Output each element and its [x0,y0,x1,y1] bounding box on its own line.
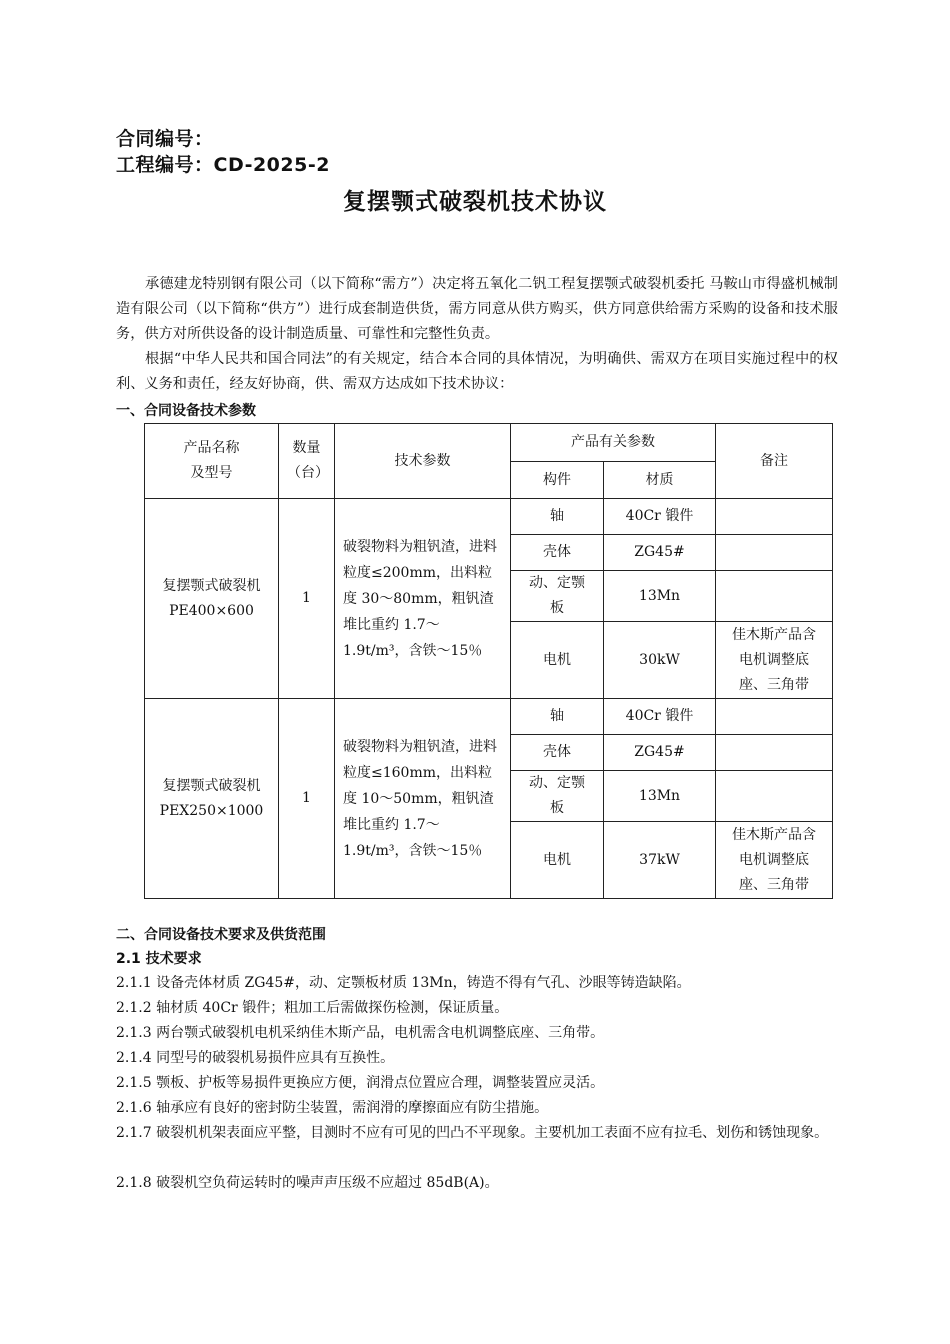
section-1-heading: 一、合同设备技术参数 [116,403,256,419]
product-name-cell: 复摆颚式破裂机 PEX250×1000 [145,699,279,899]
remark-cell [716,535,833,571]
quantity-cell: 1 [279,499,335,699]
tech-param-cell: 破裂物料为粗钒渣，进料粒度≤200mm，出料粒度 30～80mm，粗钒渣堆比重约 1.7～1.9t/m³，含铁～15％ [335,499,511,699]
component-cell: 壳体 [511,535,604,571]
component-cell: 轴 [511,699,604,735]
header-tech-params: 技术参数 [335,424,511,499]
table-row [145,499,833,535]
header-component: 构件 [511,462,604,499]
requirement-item: 2.1.7 破裂机机架表面应平整，目测时不应有可见的凹凸不平现象。主要机加工表面不应有拉毛、划伤和锈蚀现象。 [116,1125,829,1141]
header-related-params: 产品有关参数 [511,424,716,462]
requirement-item: 2.1.3 两台颚式破裂机电机采纳佳木斯产品，电机需含电机调整底座、三角带。 [116,1025,605,1041]
material-cell: ZG45# [604,735,716,771]
remark-cell [716,735,833,771]
header-product: 产品名称 及型号 [145,424,279,499]
header-material: 材质 [604,462,716,499]
material-cell: 40Cr 锻件 [604,499,716,535]
material-cell: ZG45# [604,535,716,571]
remark-cell [716,699,833,735]
material-cell: 37kW [604,822,716,899]
requirement-item: 2.1.5 颚板、护板等易损件更换应方便，润滑点位置应合理，调整装置应灵活。 [116,1075,605,1091]
requirement-item: 2.1.1 设备壳体材质 ZG45#，动、定颚板材质 13Mn，铸造不得有气孔、沙眼等铸造缺陷。 [116,975,691,991]
component-cell: 壳体 [511,735,604,771]
remark-cell [716,499,833,535]
project-number: 工程编号：CD-2025-2 [116,154,330,176]
remark-cell: 佳木斯产品含电机调整底座、三角带 [716,622,833,699]
remark-cell [716,771,833,822]
subsection-2-1-heading: 2.1 技术要求 [116,951,202,967]
remark-cell: 佳木斯产品含电机调整底座、三角带 [716,822,833,899]
requirement-item: 2.1.8 破裂机空负荷运转时的噪声声压级不应超过 85dB(A)。 [116,1175,499,1191]
section-2-heading: 二、合同设备技术要求及供货范围 [116,927,326,943]
table-header-row [145,424,833,462]
material-cell: 40Cr 锻件 [604,699,716,735]
requirement-item: 2.1.4 同型号的破裂机易损件应具有互换性。 [116,1050,395,1066]
material-cell: 30kW [604,622,716,699]
component-cell: 动、定颚板 [511,771,604,822]
tech-param-cell: 破裂物料为粗钒渣，进料粒度≤160mm，出料粒度 10～50mm，粗钒渣堆比重约 1.7～1.9t/m³，含铁～15％ [335,699,511,899]
document-title: 复摆颚式破裂机技术协议 [343,189,607,215]
intro-paragraph-2: 根据“中华人民共和国合同法”的有关规定，结合本合同的具体情况，为明确供、需双方在项目实施过程中的权利、义务和责任，经友好协商，供、需双方达成如下技术协议： [116,351,838,392]
tech-params-table [144,423,833,899]
product-name-cell: 复摆颚式破裂机 PE400×600 [145,499,279,699]
intro-paragraph-1: 承德建龙特别钢有限公司（以下简称“需方”）决定将五氧化二钒工程复摆颚式破裂机委托 马鞍山市得盛机械制造有限公司（以下简称“供方”）进行成套制造供货，需方同意从供方购买，供方同意供给需方采购的设备和技术服务，供方对所供设备的设计制造质量、可靠性和完整性负责。 [116,276,838,342]
header-quantity: 数量（台） [279,424,335,499]
remark-cell [716,571,833,622]
component-cell: 电机 [511,822,604,899]
material-cell: 13Mn [604,571,716,622]
component-cell: 轴 [511,499,604,535]
component-cell: 电机 [511,622,604,699]
component-cell: 动、定颚板 [511,571,604,622]
material-cell: 13Mn [604,771,716,822]
requirement-item: 2.1.6 轴承应有良好的密封防尘装置，需润滑的摩擦面应有防尘措施。 [116,1100,549,1116]
contract-number: 合同编号： [116,128,214,150]
quantity-cell: 1 [279,699,335,899]
header-remark: 备注 [716,424,833,499]
table-row [145,699,833,735]
requirement-item: 2.1.2 轴材质 40Cr 锻件；粗加工后需做探伤检测，保证质量。 [116,1000,509,1016]
